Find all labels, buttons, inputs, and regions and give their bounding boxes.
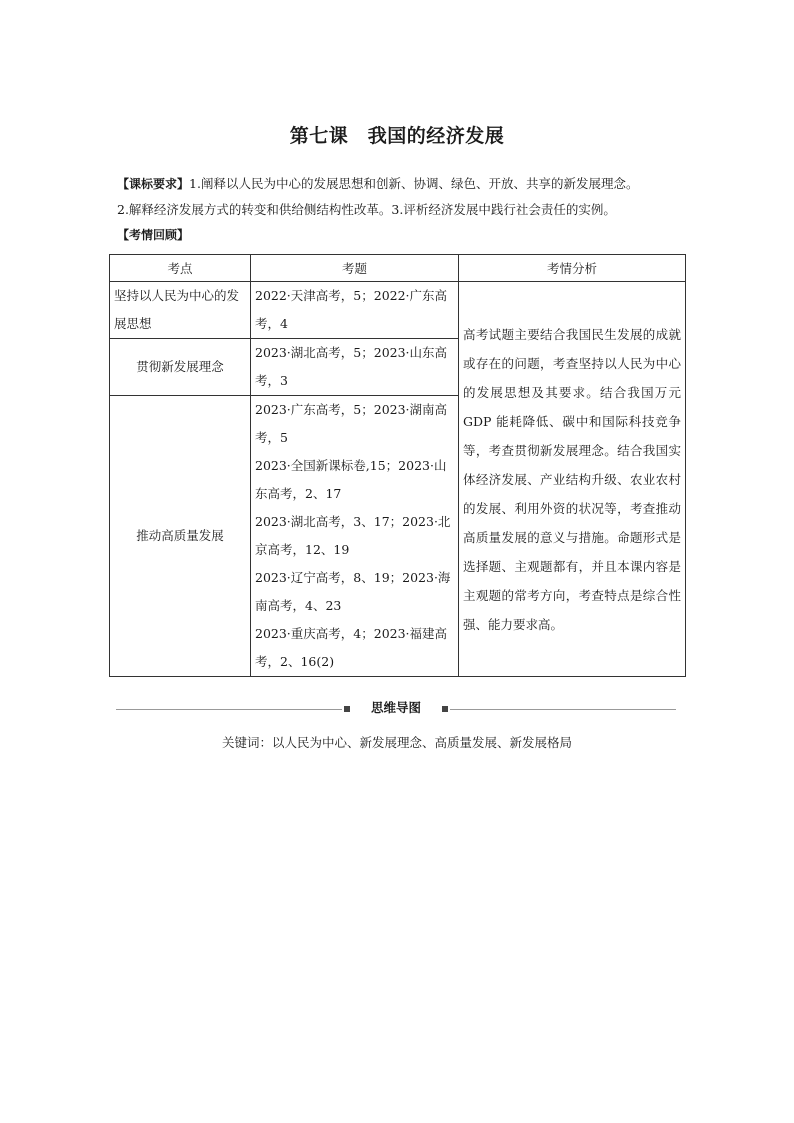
column-header-questions: 考题 — [251, 255, 459, 282]
keywords-line: 关键词：以人民为中心、新发展理念、高质量发展、新发展格局 — [221, 735, 572, 750]
exam-question-item: 2023·辽宁高考，8、19；2023·海南高考，4、23 — [255, 570, 451, 613]
exam-questions: 2023·湖北高考，5；2023·山东高考，3 — [251, 339, 459, 396]
curriculum-requirements-text1: 1.阐释以人民为中心的发展思想和创新、协调、绿色、开放、共享的新发展理念。 — [189, 176, 639, 191]
exam-point: 坚持以人民为中心的发展思想 — [110, 282, 251, 339]
exam-questions: 2022·天津高考，5；2022·广东高考，4 — [251, 282, 459, 339]
exam-point: 推动高质量发展 — [110, 396, 251, 677]
exam-questions — [251, 396, 459, 677]
exam-question-item: 2023·湖北高考，3、17；2023·北京高考，12、19 — [255, 514, 451, 557]
table-header-row — [110, 255, 686, 282]
curriculum-requirements-label: 【课标要求】 — [117, 177, 190, 191]
page-title: 第七课 我国的经济发展 — [289, 125, 505, 147]
mind-map-header — [116, 696, 676, 720]
curriculum-requirements-line1 — [117, 171, 697, 197]
exam-review-label: 【考情回顾】 — [117, 228, 190, 242]
exam-question-item: 2023·重庆高考，4；2023·福建高考，2、16(2) — [255, 626, 448, 669]
column-header-analysis: 考情分析 — [459, 255, 686, 282]
table-row — [110, 282, 686, 339]
divider-line — [450, 709, 676, 710]
square-bullet-icon — [344, 706, 350, 712]
exam-question-item: 2023·广东高考，5；2023·湖南高考，5 — [255, 402, 448, 445]
mind-map-title: 思维导图 — [370, 700, 421, 715]
column-header-point: 考点 — [110, 255, 251, 282]
curriculum-requirements-line2: 2.解释经济发展方式的转变和供给侧结构性改革。3.评析经济发展中践行社会责任的实例。 — [117, 202, 616, 217]
square-bullet-icon — [442, 706, 448, 712]
exam-point: 贯彻新发展理念 — [110, 339, 251, 396]
exam-review-table — [109, 254, 686, 677]
exam-analysis: 高考试题主要结合我国民生发展的成就或存在的问题，考查坚持以人民为中心的发展思想及其要求。结合我国万元 GDP 能耗降低、碳中和国际科技竞争等，考查贯彻新发展理念。结合我国实体经济发展、产业结构升级、农业农村的发展、利用外资的状况等，考查推动高质量发展的意义与措施。命题形式是选择题、主观题都有，并且本课内容是主观题的常考方向，考查特点是综合性强、能力要求高。 — [459, 282, 686, 677]
exam-question-item: 2023·全国新课标卷,15；2023·山东高考，2、17 — [255, 458, 447, 501]
divider-line — [116, 709, 342, 710]
